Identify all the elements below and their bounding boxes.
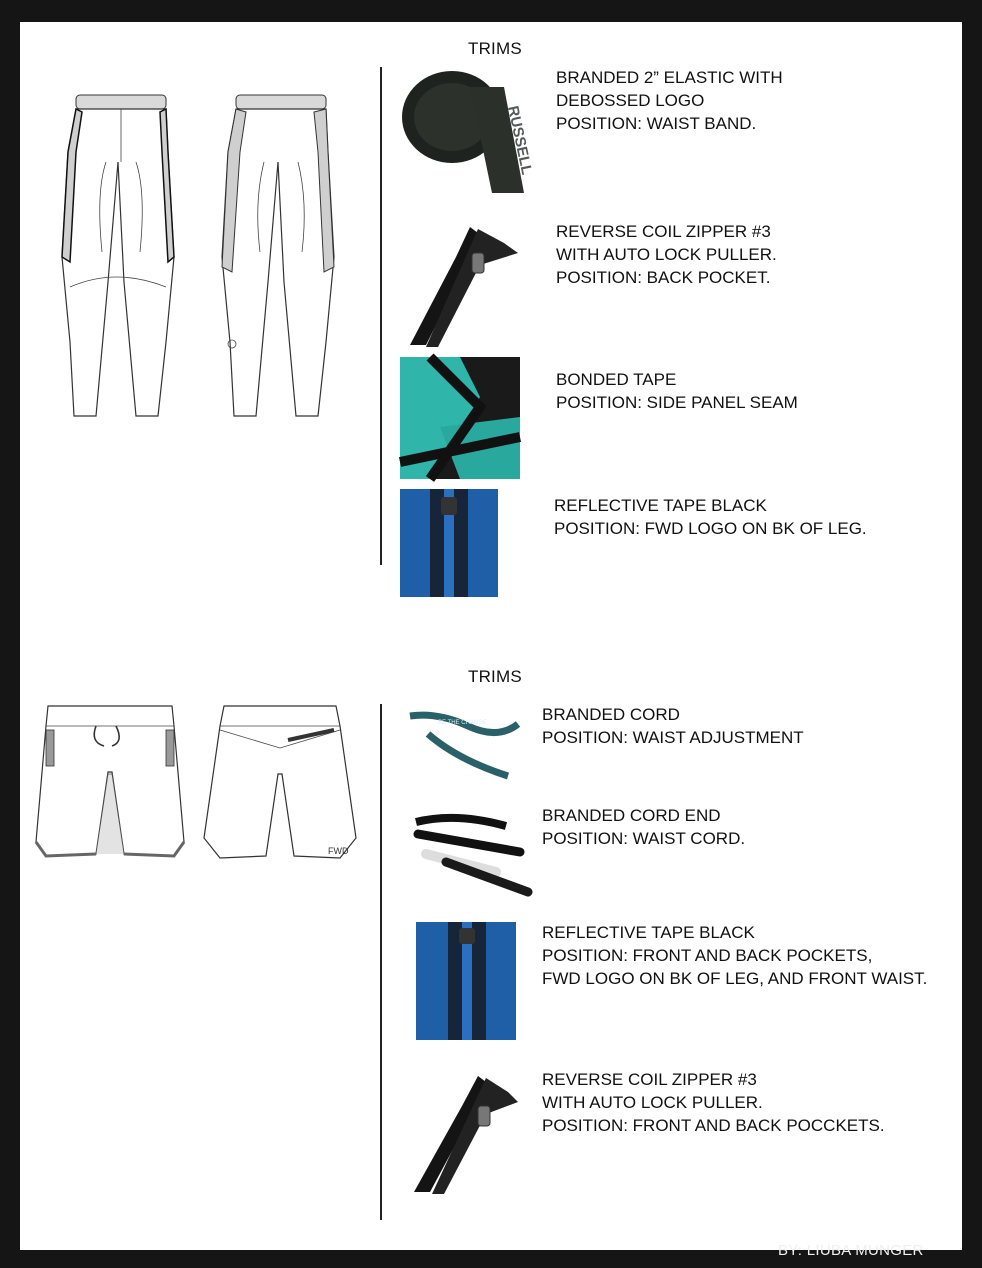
shorts-front-sketch: [34, 702, 186, 862]
trim-line: DEBOSSED LOGO: [556, 91, 705, 110]
leggings-back-sketch: [216, 92, 346, 422]
cord-print-text: BE THE CHANGE: [438, 720, 487, 726]
trim-description: [556, 66, 783, 135]
svg-text:FWD: FWD: [328, 846, 349, 856]
trim-line: REFLECTIVE TAPE BLACK: [542, 923, 755, 942]
reflective-tape-icon: [400, 489, 498, 597]
author-credit: BY: LIUBA MUNGER: [778, 1242, 924, 1259]
trim-description: [554, 494, 867, 540]
trim-line: WITH AUTO LOCK PULLER.: [542, 1093, 763, 1112]
leggings-front-sketch: [56, 92, 186, 422]
trim-line: POSITION: WAIST CORD.: [542, 829, 746, 848]
trim-description: [542, 703, 804, 749]
trim-line: BRANDED CORD END: [542, 806, 721, 825]
trim-description: [556, 368, 798, 414]
trim-description: [542, 921, 927, 990]
trim-line: REVERSE COIL ZIPPER #3: [556, 222, 771, 241]
cord-end-icon: [416, 802, 560, 904]
zipper-icon: [412, 1074, 522, 1194]
elastic-band-icon: [400, 67, 536, 195]
zipper-icon: [408, 225, 523, 347]
trim-description: [542, 804, 745, 850]
trim-line: REFLECTIVE TAPE BLACK: [554, 496, 767, 515]
trim-line: POSITION: FRONT AND BACK POCCKETS.: [542, 1116, 885, 1135]
bonded-tape-icon: [400, 357, 520, 479]
trim-line: BONDED TAPE: [556, 370, 677, 389]
trim-line: POSITION: BACK POCKET.: [556, 268, 771, 287]
section1-divider: [380, 67, 382, 565]
trim-line: POSITION: WAIST ADJUSTMENT: [542, 728, 804, 747]
trim-description: [542, 1068, 885, 1137]
section2-divider: [380, 704, 382, 1220]
branded-cord-icon: [408, 704, 528, 792]
elastic-logo-text: RUSSELL: [504, 104, 536, 177]
trim-line: FWD LOGO ON BK OF LEG, AND FRONT WAIST.: [542, 969, 928, 988]
trim-line: POSITION: SIDE PANEL SEAM: [556, 393, 798, 412]
trim-description: [556, 220, 777, 289]
section1-heading: TRIMS: [468, 39, 522, 58]
reflective-tape-icon: [416, 922, 516, 1040]
spec-page: [20, 22, 962, 1250]
trim-line: BRANDED CORD: [542, 705, 680, 724]
trim-line: REVERSE COIL ZIPPER #3: [542, 1070, 757, 1089]
section2-heading: TRIMS: [468, 667, 522, 686]
trim-line: POSITION: FWD LOGO ON BK OF LEG.: [554, 519, 867, 538]
shorts-back-sketch: [202, 702, 358, 864]
trim-line: POSITION: WAIST BAND.: [556, 114, 757, 133]
trim-line: WITH AUTO LOCK PULLER.: [556, 245, 777, 264]
trim-line: POSITION: FRONT AND BACK POCKETS,: [542, 946, 873, 965]
trim-line: BRANDED 2” ELASTIC WITH: [556, 68, 783, 87]
